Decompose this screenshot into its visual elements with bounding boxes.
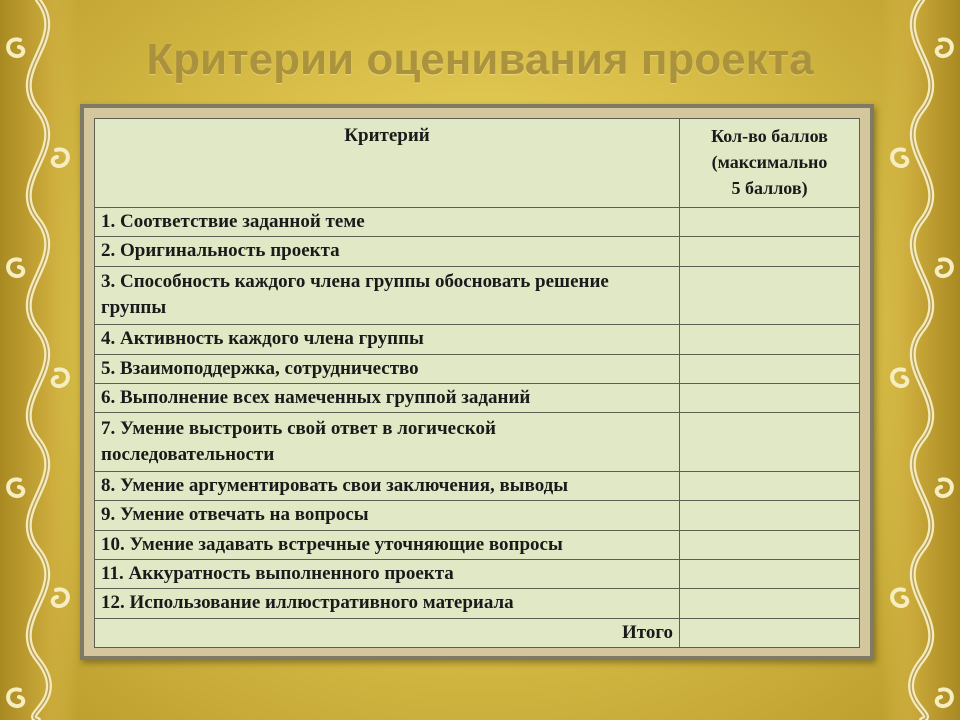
- score-cell[interactable]: [680, 266, 860, 325]
- criterion-cell: 6. Выполнение всех намеченных группой заданий: [95, 383, 680, 412]
- table-row: [95, 383, 860, 412]
- criterion-cell: 12. Использование иллюстративного материала: [95, 589, 680, 618]
- score-header-line: (максимально: [711, 152, 828, 172]
- score-cell[interactable]: [680, 383, 860, 412]
- score-cell[interactable]: [680, 208, 860, 237]
- table-row: [95, 589, 860, 618]
- criterion-column-header: Критерий: [95, 119, 680, 208]
- table-row: [95, 237, 860, 266]
- table-row: [95, 266, 860, 325]
- table-row: [95, 354, 860, 383]
- total-score-cell[interactable]: [680, 618, 860, 647]
- table-row: [95, 559, 860, 588]
- criterion-cell: 1. Соответствие заданной теме: [95, 208, 680, 237]
- score-header-line: 5 баллов): [731, 178, 808, 198]
- score-cell[interactable]: [680, 501, 860, 530]
- table-frame: [80, 104, 874, 660]
- swirl-border-left: [0, 0, 78, 720]
- criterion-cell: 3. Способность каждого члена группы обосновать решение группы: [95, 266, 680, 325]
- criterion-cell: 7. Умение выстроить свой ответ в логической последовательности: [95, 413, 680, 472]
- criteria-table: [94, 118, 860, 648]
- score-cell[interactable]: [680, 354, 860, 383]
- table-row: [95, 471, 860, 500]
- score-cell[interactable]: [680, 471, 860, 500]
- score-cell[interactable]: [680, 325, 860, 354]
- table-row: [95, 413, 860, 472]
- page-title: Критерии оценивания проекта: [146, 35, 814, 84]
- score-cell[interactable]: [680, 530, 860, 559]
- table-row: [95, 530, 860, 559]
- criterion-cell: 8. Умение аргументировать свои заключения, выводы: [95, 471, 680, 500]
- score-cell[interactable]: [680, 237, 860, 266]
- criterion-cell: 11. Аккуратность выполненного проекта: [95, 559, 680, 588]
- total-row: [95, 618, 860, 647]
- score-header-line: Кол-во баллов: [711, 126, 828, 146]
- score-cell[interactable]: [680, 589, 860, 618]
- criterion-cell: 9. Умение отвечать на вопросы: [95, 501, 680, 530]
- score-column-header: [680, 119, 860, 208]
- swirl-border-right: [882, 0, 960, 720]
- score-cell[interactable]: [680, 559, 860, 588]
- criterion-cell: 4. Активность каждого члена группы: [95, 325, 680, 354]
- table-row: [95, 501, 860, 530]
- table-row: [95, 208, 860, 237]
- total-label: Итого: [95, 618, 680, 647]
- table-header-row: [95, 119, 860, 208]
- table-row: [95, 325, 860, 354]
- criterion-cell: 5. Взаимоподдержка, сотрудничество: [95, 354, 680, 383]
- criterion-cell: 10. Умение задавать встречные уточняющие вопросы: [95, 530, 680, 559]
- score-cell[interactable]: [680, 413, 860, 472]
- criterion-cell: 2. Оригинальность проекта: [95, 237, 680, 266]
